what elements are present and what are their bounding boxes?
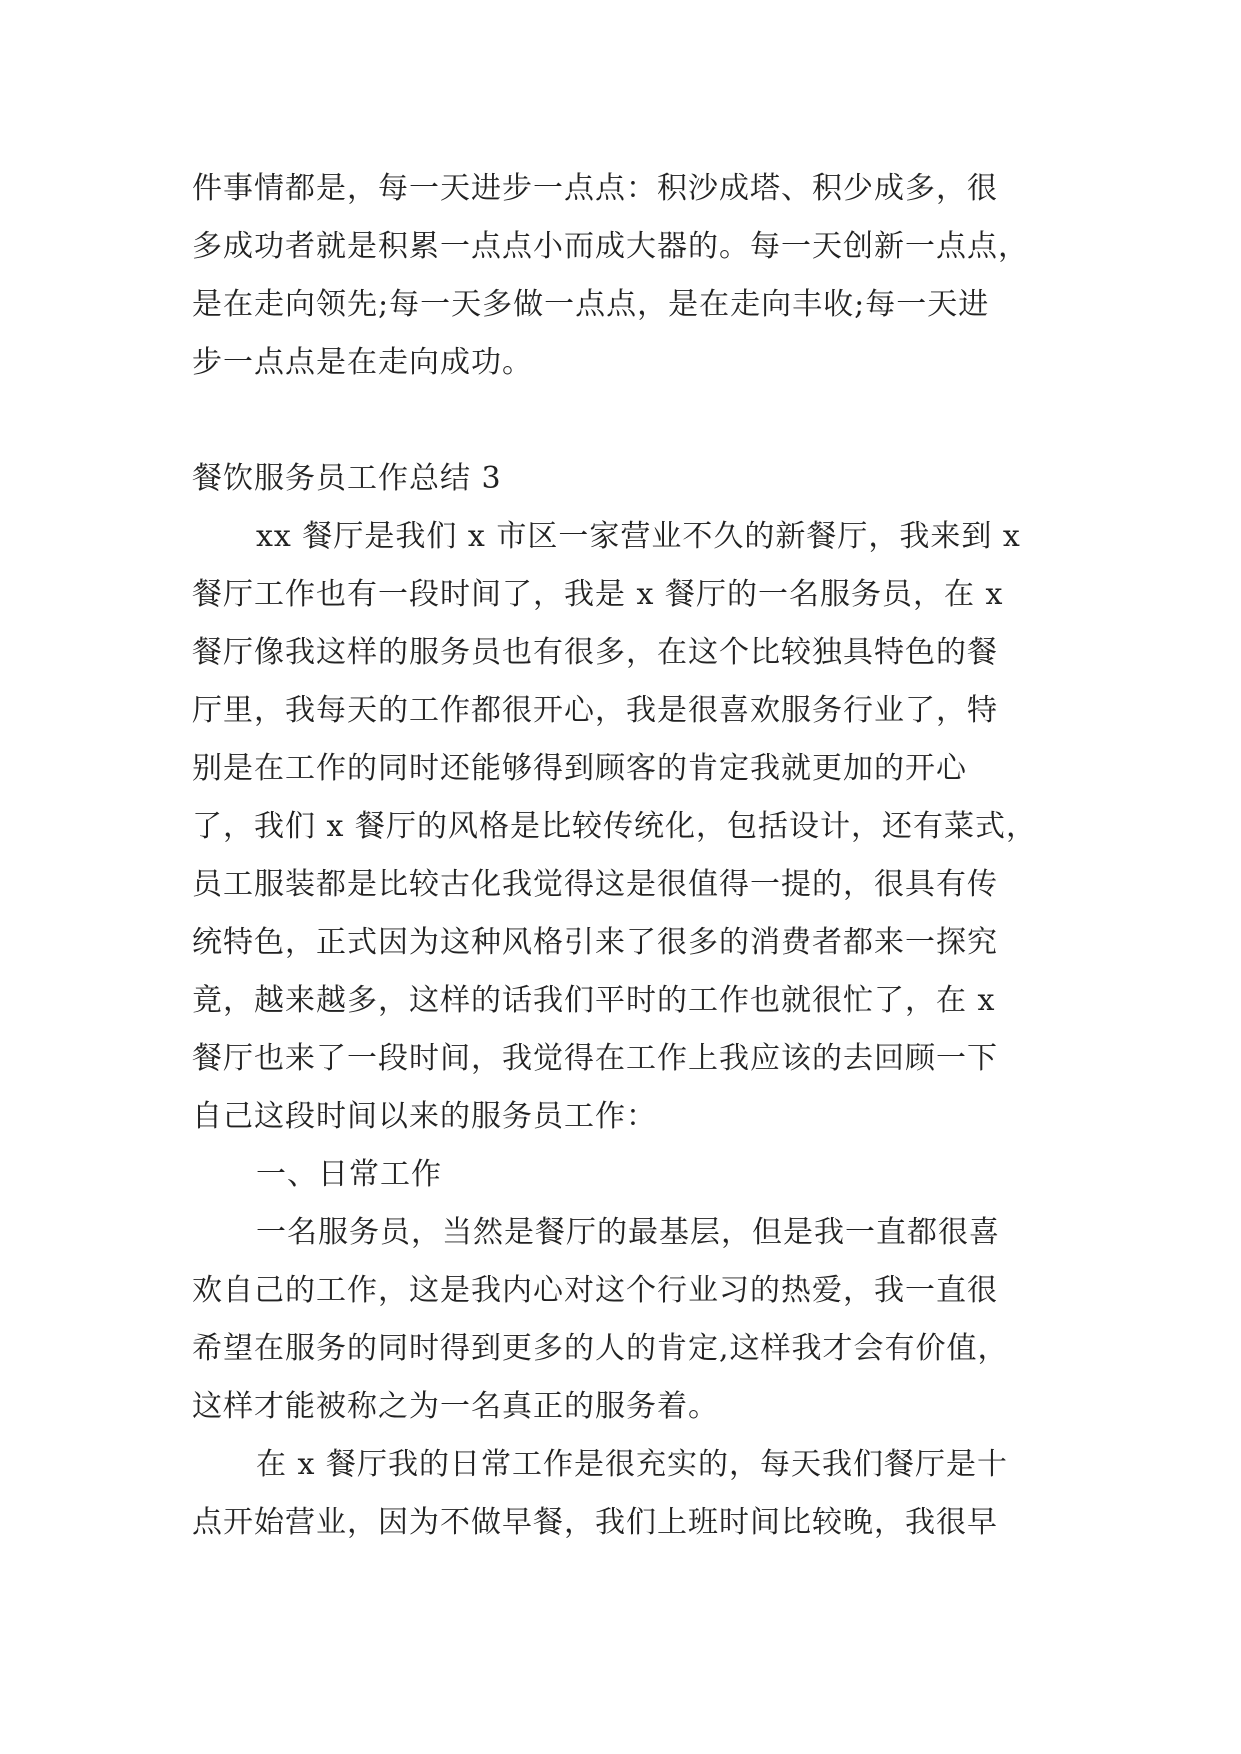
intro-paragraph [192,160,1092,392]
text-line: 餐厅像我这样的服务员也有很多，在这个比较独具特色的餐 [192,635,998,670]
text-line: 统特色，正式因为这种风格引来了很多的消费者都来一探究 [192,925,998,960]
paragraph-2 [192,1204,1092,1436]
text-line: 这样才能被称之为一名真正的服务着。 [192,1389,719,1424]
paragraph-1 [192,508,1092,1146]
text-line: 了，我们 x 餐厅的风格是比较传统化，包括设计，还有菜式， [192,809,1037,844]
text-line: 竟，越来越多，这样的话我们平时的工作也就很忙了，在 x [192,983,996,1018]
text-line: 餐厅也来了一段时间，我觉得在工作上我应该的去回顾一下 [192,1041,998,1076]
subheading: 一、日常工作 [256,1157,442,1192]
text-line: 餐厅工作也有一段时间了，我是 x 餐厅的一名服务员，在 x [192,577,1004,612]
text-line: 厅里，我每天的工作都很开心，我是很喜欢服务行业了，特 [192,693,998,728]
text-line: 希望在服务的同时得到更多的人的肯定,这样我才会有价值， [192,1331,1009,1366]
paragraph-gap [192,392,1092,450]
text-line: 步一点点是在走向成功。 [192,345,533,380]
text-line: 是在走向领先;每一天多做一点点，是在走向丰收;每一天进 [192,287,990,322]
section-title: 餐饮服务员工作总结 3 [192,461,502,496]
document-body [192,160,1092,1552]
text-line: 欢自己的工作，这是我内心对这个行业习的热爱，我一直很 [192,1273,998,1308]
text-line: 员工服装都是比较古化我觉得这是很值得一提的，很具有传 [192,867,998,902]
text-line: 点开始营业，因为不做早餐，我们上班时间比较晚，我很早 [192,1505,998,1540]
text-line: 多成功者就是积累一点点小而成大器的。每一天创新一点点， [192,229,1029,264]
text-line: 件事情都是，每一天进步一点点：积沙成塔、积少成多，很 [192,171,998,206]
text-line: 一名服务员，当然是餐厅的最基层，但是我一直都很喜 [256,1215,1000,1250]
paragraph-3 [192,1436,1092,1552]
text-line: 自己这段时间以来的服务员工作： [192,1099,657,1134]
text-line: 别是在工作的同时还能够得到顾客的肯定我就更加的开心 [192,751,967,786]
text-line: xx 餐厅是我们 x 市区一家营业不久的新餐厅，我来到 x [256,519,1021,554]
text-line: 在 x 餐厅我的日常工作是很充实的，每天我们餐厅是十 [256,1447,1008,1482]
